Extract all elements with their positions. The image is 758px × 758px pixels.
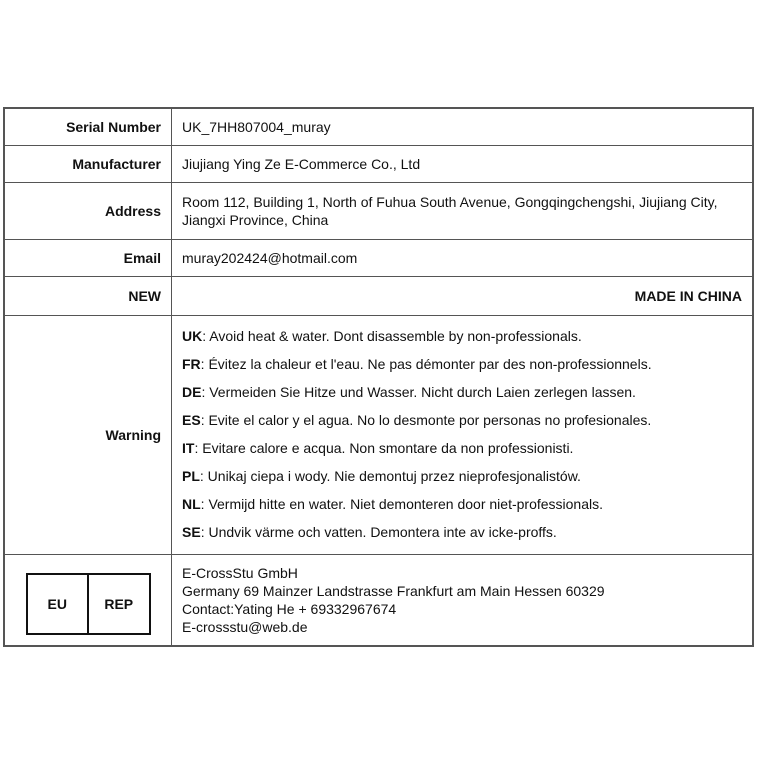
serial-value: UK_7HH807004_muray — [172, 109, 753, 146]
lang-code: NL — [182, 495, 201, 512]
warning-text: : Avoid heat & water. Dont disassemble by non-professionals. — [202, 328, 582, 345]
email-row — [5, 240, 753, 277]
lang-code: PL — [182, 467, 200, 484]
email-label: Email — [5, 240, 172, 277]
warning-text: : Evitare calore e acqua. Non smontare da non professionisti. — [194, 440, 574, 456]
serial-row — [5, 109, 753, 146]
warning-line-se — [182, 519, 742, 547]
info-grid — [4, 108, 753, 646]
rep-address: Germany 69 Mainzer Landstrasse Frankfurt am Main Hessen 60329 — [182, 583, 605, 599]
rep-contact: Contact:Yating He + 69332967674 — [182, 601, 397, 617]
manufacturer-value: Jiujiang Ying Ze E-Commerce Co., Ltd — [172, 146, 753, 183]
warning-line-pl — [182, 463, 742, 491]
warning-label: Warning — [5, 316, 172, 555]
eu-rep-symbol — [26, 573, 151, 635]
lang-code: UK — [182, 328, 203, 345]
warning-text: : Evite el calor y el agua. No lo desmonte por personas no profesionales. — [200, 412, 652, 429]
product-info-table — [3, 107, 754, 647]
rep-email: E-crossstu@web.de — [182, 619, 308, 635]
warning-line-it — [182, 435, 742, 463]
warning-text: : Unikaj ciepa i wody. Nie demontuj przez nieprofesjonalistów. — [199, 467, 581, 484]
new-label: NEW — [5, 277, 172, 316]
address-label: Address — [5, 183, 172, 240]
warning-line-fr — [182, 351, 742, 379]
eu-rep-row — [5, 555, 753, 646]
address-row — [5, 183, 753, 240]
warning-text: : Vermijd hitte en water. Niet demonteren door niet-professionals. — [200, 495, 603, 512]
warning-line-de — [182, 379, 742, 407]
eu-rep-right: REP — [87, 575, 149, 633]
warning-row — [5, 316, 753, 555]
eu-rep-left: EU — [47, 596, 67, 612]
warning-line-uk — [182, 323, 742, 351]
warning-list — [172, 316, 753, 555]
address-value: Room 112, Building 1, North of Fuhua South Avenue, Gongqingchengshi, Jiujiang City, Jiangxi Province, China — [172, 183, 753, 240]
lang-code: FR — [182, 356, 201, 373]
rep-company: E-CrossStu GmbH — [182, 565, 298, 581]
warning-text: : Vermeiden Sie Hitze und Wasser. Nicht durch Laien zerlegen lassen. — [201, 384, 636, 401]
manufacturer-label: Manufacturer — [5, 146, 172, 183]
warning-line-nl — [182, 491, 742, 519]
serial-label: Serial Number — [5, 109, 172, 146]
lang-code: IT — [182, 440, 195, 456]
warning-line-es — [182, 407, 742, 435]
eu-rep-symbol-cell — [5, 555, 172, 646]
warning-text: : Undvik värme och vatten. Demontera inte av icke-proffs. — [200, 523, 557, 540]
lang-code: DE — [182, 384, 202, 401]
manufacturer-row — [5, 146, 753, 183]
email-value: muray202424@hotmail.com — [172, 240, 753, 277]
eu-rep-details — [172, 555, 753, 646]
origin-value: MADE IN CHINA — [172, 277, 753, 316]
new-row — [5, 277, 753, 316]
lang-code: ES — [182, 412, 201, 429]
warning-text: : Évitez la chaleur et l'eau. Ne pas démonter par des non-professionnels. — [200, 356, 652, 373]
lang-code: SE — [182, 523, 201, 540]
